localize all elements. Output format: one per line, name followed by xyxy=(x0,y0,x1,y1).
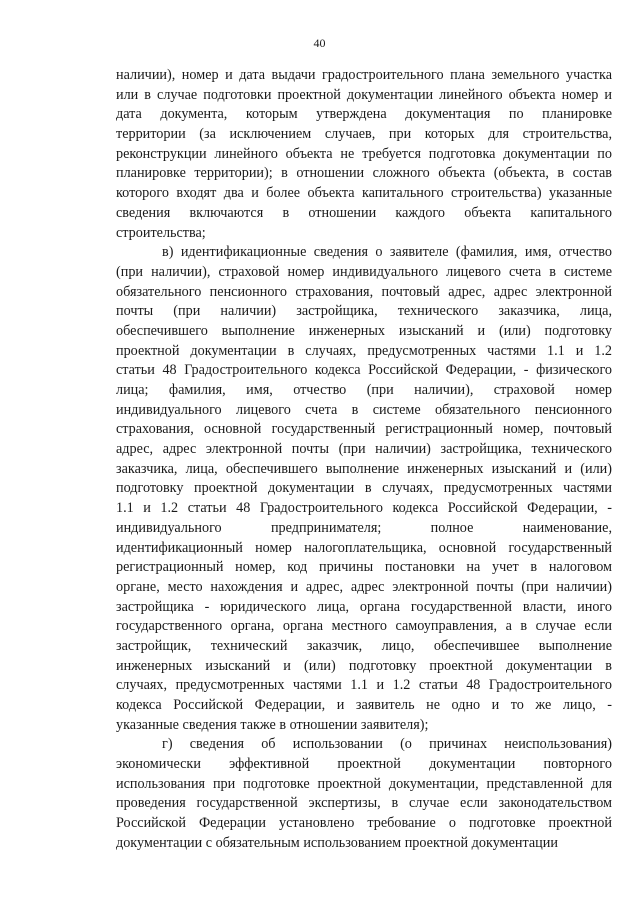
text-line: проведения государственной экспертизы, в случае если законодательством xyxy=(116,795,612,812)
text-line: органе, место нахождения и адрес, адрес электронной почты (при наличии) xyxy=(116,578,612,595)
text-line: обязательного пенсионного страхования, почтовый адрес, адрес электронной xyxy=(116,283,612,300)
text-line: застройщика - юридического лица, органа государственной власти, иного xyxy=(116,598,612,615)
text-line: кодекса Российской Федерации, и заявитель не одно и то же лицо, - xyxy=(116,697,612,713)
text-line: проектной документации в случаях, предусмотренных частями 1.1 и 1.2 xyxy=(116,342,612,359)
text-line: заказчика, лица, обеспечившего выполнение инженерных изысканий и (или) xyxy=(116,460,612,477)
text-line: дата документа, которым утверждена документация по планировке xyxy=(116,106,612,123)
paragraph xyxy=(116,243,612,735)
text-line: индивидуального лицевого счета в системе обязательного пенсионного xyxy=(116,401,612,418)
text-line: документации с обязательным использованием проектной документации xyxy=(116,834,558,851)
text-line: инженерных изысканий и (или) подготовку проектной документации в xyxy=(116,657,612,674)
text-line: застройщик, технический заказчик, лицо, обеспечившее выполнение xyxy=(116,637,612,654)
text-line: регистрационный номер, код причины постановки на учет в налоговом xyxy=(116,559,612,576)
text-line: (при наличии), страховой номер индивидуального лицевого счета в системе xyxy=(116,263,612,280)
text-line: планировке территории); в отношении сложного объекта (объекта, в состав xyxy=(116,165,612,182)
text-line: г) сведения об использовании (о причинах неиспользования) xyxy=(162,736,612,753)
text-line: реконструкции линейного объекта не требуется подготовка документации по xyxy=(116,145,612,162)
text-line: строительства; xyxy=(116,224,206,241)
text-line: использования при подготовке проектной документации, представленной для xyxy=(116,775,612,792)
document-body xyxy=(116,66,612,854)
text-line: статьи 48 Градостроительного кодекса Российской Федерации, - физического xyxy=(116,362,612,379)
text-line: которого входят два и более объекта капитального строительства) указанные xyxy=(116,185,612,202)
text-line: указанные сведения также в отношении заявителя); xyxy=(116,716,429,733)
text-line: 1.1 и 1.2 статьи 48 Градостроительного кодекса Российской Федерации, - xyxy=(116,500,612,517)
text-line: территории (за исключением случаев, при которых для строительства, xyxy=(116,126,612,143)
text-line: сведения включаются в отношении каждого объекта капитального xyxy=(116,204,612,221)
paragraph xyxy=(116,66,612,243)
text-line: Российской Федерации установлено требование о подготовке проектной xyxy=(116,815,612,832)
text-line: в) идентификационные сведения о заявителе (фамилия, имя, отчество xyxy=(162,244,612,261)
text-line: или в случае подготовки проектной документации линейного объекта номер и xyxy=(116,86,612,103)
text-line: индивидуального предпринимателя; полное наименование, xyxy=(116,519,612,536)
page-number: 40 xyxy=(313,36,326,50)
paragraph xyxy=(116,735,612,853)
text-line: наличии), номер и дата выдачи градостроительного плана земельного участка xyxy=(116,67,612,83)
text-line: государственного органа, органа местного самоуправления, а в случае если xyxy=(116,618,612,635)
text-line: почты (при наличии) застройщика, технического заказчика, лица, xyxy=(116,303,612,320)
text-line: лица; фамилия, имя, отчество (при наличии), страховой номер xyxy=(116,382,612,398)
text-line: обеспечившего выполнение инженерных изысканий и (или) подготовку xyxy=(116,322,612,339)
text-line: случаях, предусмотренных частями 1.1 и 1.2 статьи 48 Градостроительного xyxy=(116,677,612,694)
text-line: страхования, основной государственный регистрационный номер, почтовый xyxy=(116,421,612,438)
text-line: адрес, адрес электронной почты (при наличии) застройщика, технического xyxy=(116,441,612,458)
text-line: идентификационный номер налогоплательщика, основной государственный xyxy=(116,539,612,556)
text-line: экономически эффективной проектной документации повторного xyxy=(116,756,612,773)
text-line: подготовку проектной документации в случаях, предусмотренных частями xyxy=(116,480,612,497)
